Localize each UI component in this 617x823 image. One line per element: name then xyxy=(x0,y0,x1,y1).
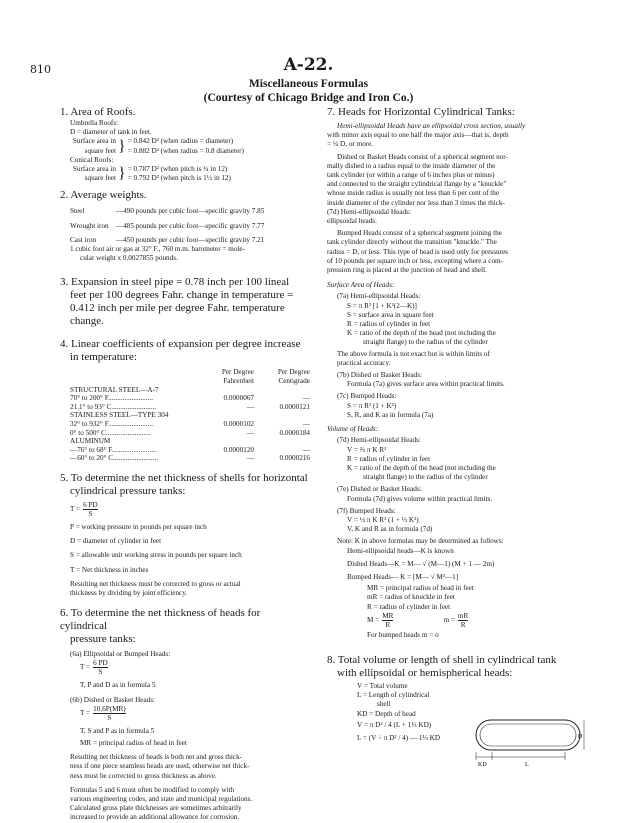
tsp-note: T, S and P as in formula 5 xyxy=(80,726,155,735)
7f-formula: V = ½ π K R³ (1 + ⅓ K²) xyxy=(347,515,419,524)
expansion-cell xyxy=(198,437,254,446)
t-def: T = Net thickness in inches xyxy=(70,565,149,574)
diagram-kd-label: KD xyxy=(478,762,487,768)
expansion-row xyxy=(70,403,310,412)
m-formulas: M = $\frac{MR}{R}$ m = $\frac{mR}{R}$ xyxy=(367,611,469,629)
section-2-heading: 2. Average weights. xyxy=(60,189,147,202)
expansion-cell: —60° to 20° C......................... xyxy=(70,454,159,463)
note-6e: various engineering codes, and state and municipal regulations. xyxy=(70,795,253,804)
diagram-l-label: L xyxy=(525,762,529,768)
bumped-desc: Bumped Heads consist of a spherical segment joining the tank cylinder directly without the transition "knuckle." The radius = D, or less. This type of head is used only for pressures of 10 pounds per square inch or less, excepting where a com- pression ring is placed at the junction of head and shell. xyxy=(327,229,508,275)
7e-text: Formula (7d) gives volume within practical limits. xyxy=(347,494,493,503)
expansion-row xyxy=(70,386,310,395)
bumped-k: Bumped Heads— K = [M— √ M²—1] xyxy=(347,572,459,581)
mr-def-7: MR = principal radius of head in feet xyxy=(367,584,474,593)
l-formula: L = (V ÷ π D² / 4) — 1⅓ KD xyxy=(357,733,441,742)
6b-heading: (6b) Dished or Basket Heads: xyxy=(70,695,156,704)
7d-r: R = radius of cylinder in feet xyxy=(347,454,431,463)
air-weight-1: 1 cubic foot air or gas at 32° F., 760 m.m. barometer = mole- xyxy=(70,245,246,254)
tpd-note: T, P and D as in formula 5 xyxy=(80,681,156,690)
7a-heading: (7a) Hemi-ellipsoidal Heads: xyxy=(337,292,421,301)
7c-formula: S = π R² (1 + K²) xyxy=(347,401,397,410)
umbrella-formula: Surface area in square feet } = 0.842 D² (when radius = diameter) = 0.882 D² (when radius = 0.8 diameter) xyxy=(72,137,244,155)
expansion-row xyxy=(70,454,310,463)
rr-def: R = radius of cylinder in feet xyxy=(367,602,451,611)
p-def: P = working pressure in pounds per square inch xyxy=(70,522,207,531)
section-4-heading: 4. Linear coefficients of expansion per degree increase in temperature: xyxy=(60,338,301,364)
expansion-row xyxy=(70,420,310,429)
surface-area-heading: Surface Area of Heads: xyxy=(327,281,395,290)
7d-formula: V = ⅔ π K R³ xyxy=(347,445,387,454)
d-def: D = diameter of cylinder in feet xyxy=(70,537,162,546)
section-7-heading: 7. Heads for Horizontal Cylindrical Tanks: xyxy=(327,106,515,118)
hemi-desc: Hemi-ellipsoidal Heads have an ellipsoidal cross section, usually with minor axis equal to one half the major axis—that is, depth = ¼ D, or more. xyxy=(327,122,526,149)
7a-note2: practical accuracy. xyxy=(337,358,391,367)
note-5b: thickness by dividing by joint efficiency. xyxy=(70,588,188,597)
expansion-cell: ALUMINUM xyxy=(70,437,111,446)
expansion-table: Per Degree Per Degree Fahrenheit Centigrade STRUCTURAL STEEL—A-7 70° to 200° F......................... 0.0000067 — 21.1° to 93° C......................... — 0.0000121 STAINLESS STEEL—TYPE 304 32° to 932° F......................... 0.0000102 — 0° to 500° C......................... — 0.0000184 ALUMINUM —76° to 68° F......................... 0.0000120 — —60° to 20° C......................... — 0.0000216 xyxy=(70,368,310,463)
7a-k2: straight flange) to the radius of the cylinder xyxy=(363,338,488,347)
section-3-heading: 3. Expansion in steel pipe = 0.78 inch per 100 lineal feet per 100 degrees Fahr. change in temperature = 0.412 inch per mile per degree Fahr. temperature change. xyxy=(60,276,294,328)
expansion-cell xyxy=(254,437,310,446)
expansion-cell: — xyxy=(302,445,310,454)
expansion-cell: 0.0000216 xyxy=(279,454,310,463)
note-6d: Formulas 5 and 6 must often be modified to comply with xyxy=(70,785,235,794)
7d-k1: K = ratio of the depth of the head (not including the xyxy=(347,463,496,472)
expansion-cell: 0.0000120 xyxy=(223,445,254,454)
note-5a: Resulting net thickness must be corrected to gross or actual xyxy=(70,579,241,588)
7a-k1: K = ratio of the depth of the head (not including the xyxy=(347,329,496,338)
7b-heading: (7b) Dished or Basket Heads: xyxy=(337,371,423,380)
formula-5: T = $\frac{6 PD}{S}$ xyxy=(70,500,98,518)
v-formula: V = π D² / 4 (L + 1⅓ KD) xyxy=(357,720,432,729)
7f-text: V, K and R as in formula (7d) xyxy=(347,525,433,534)
page-number: 810 xyxy=(30,63,51,76)
volume-heading: Volume of Heads: xyxy=(327,425,379,434)
expansion-cell: — xyxy=(246,428,254,437)
expansion-row xyxy=(70,411,310,420)
expansion-row xyxy=(70,394,310,403)
note-k2: Hemi-ellipsoidal heads—K is known xyxy=(347,546,454,555)
section-1-heading: 1. Area of Roofs. xyxy=(60,106,136,118)
l-def-2: shell xyxy=(377,700,391,709)
section-8-heading: 8. Total volume or length of shell in cylindrical tank with ellipsoidal or hemispherical heads: xyxy=(327,653,557,679)
note-6b: ness if one piece seamless heads are used, otherwise net thick- xyxy=(70,762,250,771)
7c-heading: (7c) Bumped Heads: xyxy=(337,392,397,401)
diagram-d-label: D xyxy=(578,734,583,740)
dished-desc: Dished or Basket Heads consist of a spherical segment nor- mally dished to a radius equal to the inside diameter of the tank cylinder (or within a range of 6 inches plus or minus) and connected to the straight cylindrical flange by a "knuckle" whose inside radius is usually not less than 6 per cent of the inside diameter of the cylinder nor less than 3 times the thick- (7d) Hemi-ellipsoidal Heads: ellipsoidal heads. xyxy=(327,152,508,226)
bumped-m: For bumped heads m = o xyxy=(367,630,439,639)
right-column xyxy=(327,100,589,743)
7b-text: Formula (7a) gives surface area within practical limits. xyxy=(347,380,505,389)
expansion-cell: 0.0000184 xyxy=(279,428,310,437)
formula-6b: T = $\frac{10.6P(MR)}{S}$ xyxy=(80,704,126,722)
expansion-cell: 0° to 500° C......................... xyxy=(70,428,151,437)
expansion-cell: STRUCTURAL STEEL—A-7 xyxy=(70,385,159,394)
7a-note1: The above formula is not exact but is within limits of xyxy=(337,349,490,358)
page-credit: (Courtesy of Chicago Bridge and Iron Co.) xyxy=(203,92,414,104)
note-6g: increased to provide an additional allowance for corrosion. xyxy=(70,813,240,822)
umbrella-roofs: Umbrella Roofs: xyxy=(70,119,119,127)
expansion-cell: 70° to 200° F......................... xyxy=(70,394,154,403)
expansion-cell: — xyxy=(246,402,254,411)
7d-k2: straight flange) to the radius of the cylinder xyxy=(363,473,488,482)
s-def: S = allowable unit working stress in pounds per square inch xyxy=(70,551,242,560)
weight-wrought-iron: Wrought iron —485 pounds per cubic foot—specific gravity 7.77 xyxy=(70,221,265,230)
weight-cast-iron: Cast iron —450 pounds per cubic foot—specific gravity 7.21 xyxy=(70,235,265,244)
7d-heading: (7d) Hemi-ellipsoidal Heads: xyxy=(337,436,421,445)
7a-r: R = radius of cylinder in feet xyxy=(347,320,431,329)
l-def: L = Length of cylindrical xyxy=(357,691,430,700)
expansion-cell xyxy=(254,386,310,395)
expansion-cell xyxy=(254,411,310,420)
expansion-cell: 0.0000067 xyxy=(223,394,254,403)
expansion-row xyxy=(70,429,310,438)
page-title: A-22. xyxy=(283,55,334,75)
7a-s: S = surface area in square feet xyxy=(347,310,434,319)
section-6-heading: 6. To determine the net thickness of heads for cylindrical pressure tanks: xyxy=(60,607,261,646)
expansion-cell: 0.0000121 xyxy=(279,402,310,411)
expansion-cell: 32° to 932° F......................... xyxy=(70,420,154,428)
expansion-cell: STAINLESS STEEL—TYPE 304 xyxy=(70,411,169,420)
note-6a: Resulting net thickness of heads is both net and gross thick- xyxy=(70,753,243,762)
expansion-cell xyxy=(198,411,254,420)
7e-heading: (7e) Dished or Basket Heads: xyxy=(337,485,422,494)
expansion-cell xyxy=(198,386,254,395)
expansion-row xyxy=(70,437,310,446)
expansion-cell: — xyxy=(302,420,310,428)
expansion-cell: 0.0000102 xyxy=(223,420,254,428)
note-6c: ness must be corrected to gross thickness as above. xyxy=(70,771,217,780)
expansion-cell: 21.1° to 93° C......................... xyxy=(70,402,157,411)
conical-formula: Surface area in square feet } = 0.787 D² (when pitch is ¾ in 12) = 0.792 D² (when pitch is 1½ in 12) xyxy=(72,165,231,183)
d-definition: D = diameter of tank in feet. xyxy=(70,128,152,137)
section-5-heading: 5. To determine the net thickness of shells for horizontal cylindrical pressure tanks: xyxy=(60,471,308,497)
left-column xyxy=(60,100,310,823)
note-6f: Calculated gross plate thicknesses are sometimes arbitrarily xyxy=(70,804,242,813)
note-k1: Note: K in above formulas may be determined as follows: xyxy=(337,537,504,546)
v-def: V = Total volume xyxy=(357,681,408,690)
7f-heading: (7f) Bumped Heads: xyxy=(337,506,396,515)
expansion-cell: — xyxy=(246,454,254,463)
tank-diagram xyxy=(470,712,590,768)
expansion-cell: — xyxy=(302,394,310,403)
7a-formula: S = π R² [1 + K²(2—K)] xyxy=(347,301,417,310)
expansion-row xyxy=(70,446,310,455)
mrr-def: mR = radius of knuckle in feet xyxy=(367,593,455,602)
7c-text: S, R, and K as in formula (7a) xyxy=(347,410,434,419)
conical-roofs: Conical Roofs: xyxy=(70,155,114,164)
mr-def: MR = principal radius of head in feet xyxy=(80,739,187,747)
weight-steel: Steel —490 pounds per cubic foot—specific gravity 7.85 xyxy=(70,207,265,216)
kd-def: KD = Depth of head xyxy=(357,709,416,718)
dished-k: Dished Heads—K = M— √ (M—1) (M + 1 — 2m) xyxy=(347,559,495,568)
6a-heading: (6a) Ellipsoidal or Bumped Heads: xyxy=(70,650,171,659)
expansion-cell: —76° to 68° F......................... xyxy=(70,445,157,454)
air-weight-2: cular weight x 0.0027855 pounds. xyxy=(80,254,178,263)
formula-6a: T = $\frac{6 PD}{S}$ xyxy=(80,659,108,677)
page-subtitle: Miscellaneous Formulas xyxy=(248,78,369,90)
